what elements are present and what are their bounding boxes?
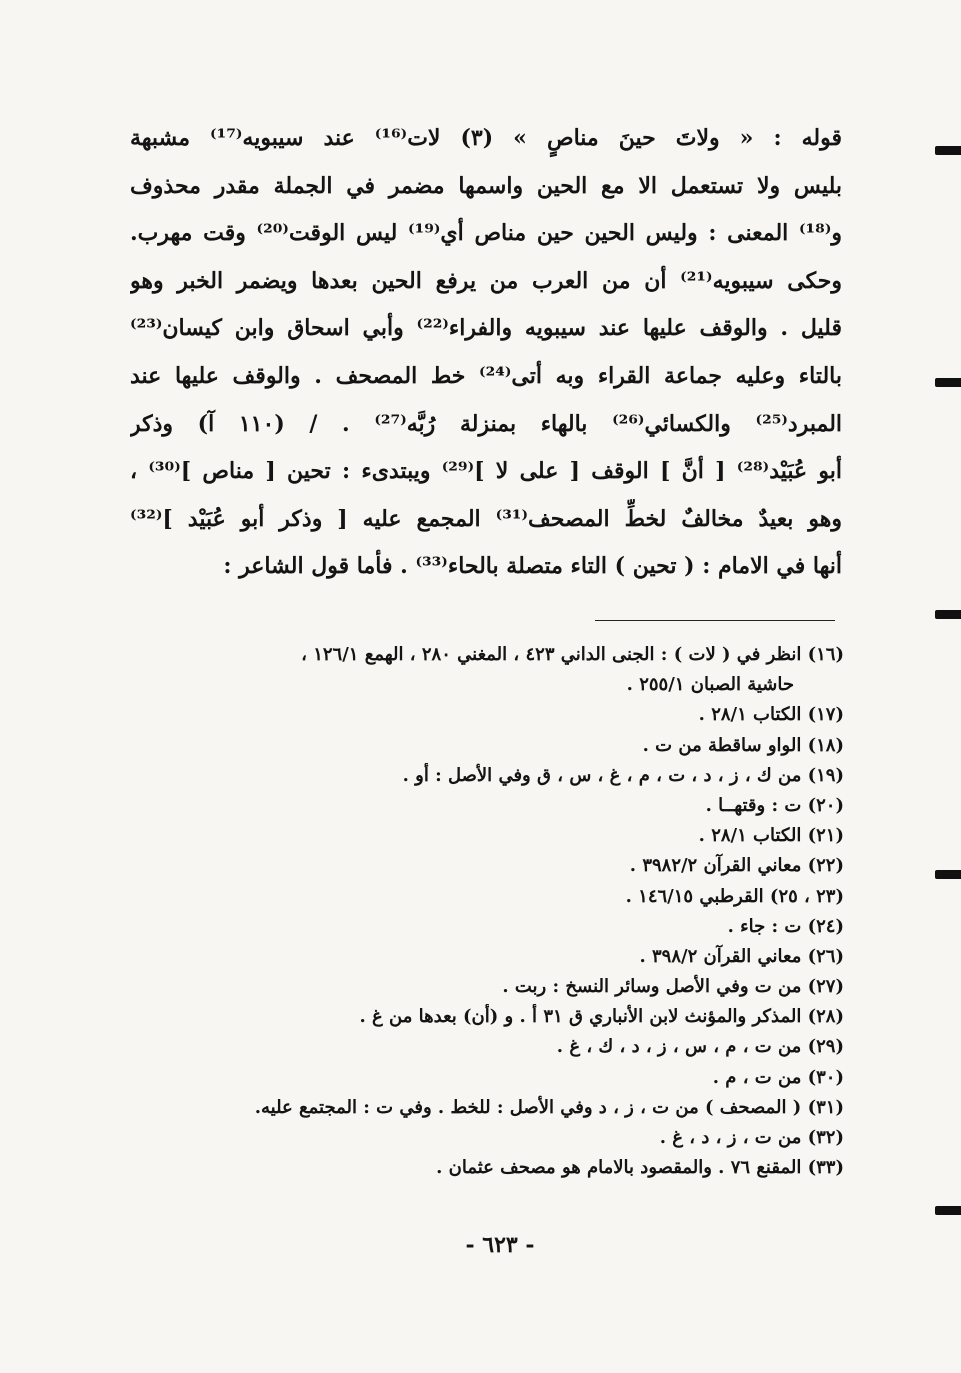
footnote: (٢٢) معاني القرآن ٣٩٨٢/٢ . <box>629 855 844 877</box>
footnote: (٢٤) ت : جاء . <box>727 915 844 937</box>
binding-mark <box>935 870 961 879</box>
footnotes-block <box>140 642 844 1185</box>
footnote: (٢١) الكتاب ٢٨/١ . <box>698 825 844 847</box>
main-text-block <box>130 118 842 594</box>
footnote: (٢٨) المذكر والمؤنث لابن الأنباري ق ٣١ أ . و (أن) بعدها من غ . <box>359 1006 844 1028</box>
footnote: (٣٢) من ت ، ز ، د ، غ . <box>659 1127 844 1148</box>
footnote: (١٦) انظر في ( لات ) : الجنى الداني ٤٢٣ ، المغني ٢٨٠ ، الهمع ١٢٦/١ ، <box>301 644 844 665</box>
footnote: (٢٧) من ت وفي الأصل وسائر النسخ : ربت . <box>502 976 844 998</box>
footnote: (١٧) الكتاب ٢٨/١ . <box>698 704 844 726</box>
text-line: قليل . والوقف عليها عند سيبويه والفراء⁽²²⁾ وأبي اسحاق وابن كيسان⁽²³⁾ <box>130 315 842 342</box>
text-line: قوله : « ولاتَ حينَ مناصٍ » (٣) لات⁽¹⁶⁾ عند سيبويه⁽¹⁷⁾ مشبهة <box>130 125 842 151</box>
text-line: أنها في الامام : ( تحين ) التاء متصلة بالحاء⁽³³⁾ . فأما قول الشاعر : <box>223 553 842 580</box>
footnote-separator <box>595 620 835 621</box>
text-line: وحكى سيبويه⁽²¹⁾ أن من العرب من يرفع الحين بعدها ويضمر الخبر وهو <box>130 267 842 294</box>
text-line: بليس ولا تستعمل الا مع الحين واسمها مضمر في الجملة مقدر محذوف <box>130 172 842 199</box>
binding-mark <box>935 610 961 619</box>
footnote: (١٨) الواو ساقطة من ت . <box>642 734 844 756</box>
text-line: أبو عُبَيْد⁽²⁸⁾ [ أنَّ ] الوقف [ على لا ]⁽²⁹⁾ ويبتدىء : تحين [ مناص ]⁽³⁰⁾ ، <box>130 458 842 485</box>
binding-mark <box>935 378 961 387</box>
binding-mark <box>935 1206 961 1215</box>
text-line: بالتاء وعليه جماعة القراء وبه أتى⁽²⁴⁾ خط المصحف . والوقف عليها عند <box>130 362 842 389</box>
footnote: (٣٣) المقنع ٧٦ . والمقصود بالامام هو مصحف عثمان . <box>436 1157 844 1179</box>
footnote: (٢٩) من ت ، م ، س ، ز ، د ، ك ، غ . <box>556 1036 844 1058</box>
footnote: (٣١) ( المصحف ) من ت ، ز ، د وفي الأصل : للخط . وفي ت : المجتمع عليه. <box>254 1096 844 1118</box>
footnote: (١٩) من ك ، ز ، د ، ت ، م ، غ ، س ، ق وفي الأصل : أو . <box>402 764 844 786</box>
text-line: وهو بعيدٌ مخالفٌ لخطِّ المصحف⁽³¹⁾ المجمع عليه [ وذكر أبو عُبَيْد ]⁽³²⁾ <box>130 505 842 532</box>
footnote-continuation: حاشية الصبان ٢٥٥/١ . <box>626 674 794 696</box>
footnote: (٢٠) ت : وقتهــا . <box>705 794 844 816</box>
text-line: المبرد⁽²⁵⁾ والكسائي⁽²⁶⁾ بالهاء بمنزلة رُبَّه⁽²⁷⁾ . / (١١٠ آ) وذكر <box>130 410 842 437</box>
footnote: (٢٣ ، ٢٥) القرطبي ١٤٦/١٥ . <box>625 885 844 907</box>
footnote: (٢٦) معاني القرآن ٣٩٨/٢ . <box>639 945 844 967</box>
page-number: - ٦٢٣ - <box>465 1232 535 1258</box>
binding-mark <box>935 146 961 155</box>
footnote: (٣٠) من ت ، م . <box>712 1066 844 1088</box>
text-line: و⁽¹⁸⁾ المعنى : وليس الحين حين مناص أي⁽¹⁹⁾ ليس الوقت⁽²⁰⁾ وقت مهرب. <box>130 220 842 247</box>
